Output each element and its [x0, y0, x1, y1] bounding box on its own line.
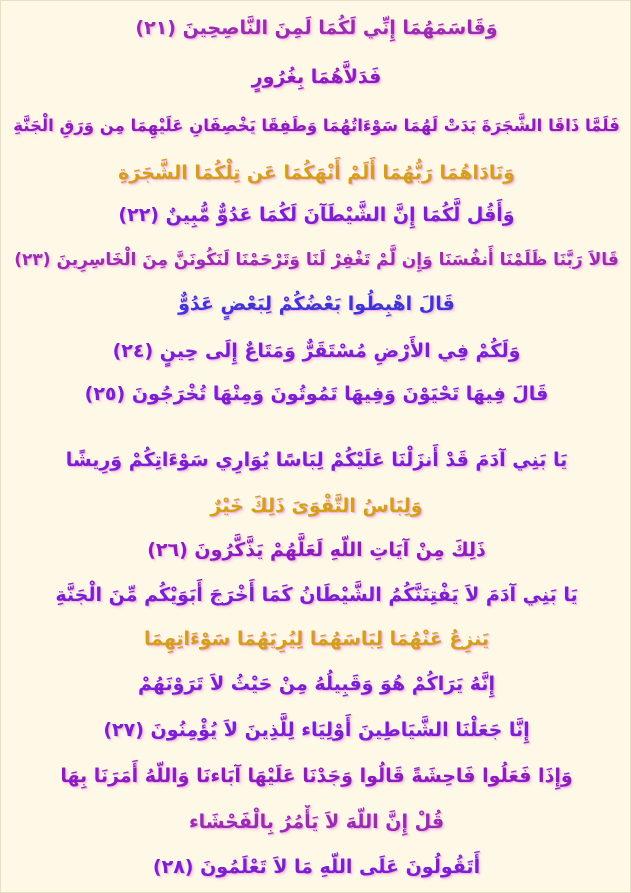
- verse-text: وَنَادَاهُمَا رَبُّهُمَا أَلَمْ أَنْهَكُمَا عَن تِلْكُمَا الشَّجَرَةِ: [118, 162, 515, 184]
- verse-text: قَالاَ رَبَّنَا ظَلَمْنَا أَنفُسَنَا وَإِن لَّمْ تَغْفِرْ لَنَا وَتَرْحَمْنَا لَنَكُونَنَّ مِنَ الْخَاسِرِينَ (٢٣): [14, 250, 619, 270]
- verse-line: [5, 242, 628, 276]
- verse-line: [5, 60, 628, 94]
- verse-text: وَقَاسَمَهُمَا إِنِّي لَكُمَا لَمِنَ النَّاصِحِينَ (٢١): [135, 17, 498, 39]
- verse-line: [5, 805, 628, 839]
- verse-text: ذَلِكَ مِنْ آيَاتِ اللّهِ لَعَلَّهُمْ يَذَّكَّرُونَ (٢٦): [147, 539, 486, 561]
- verse-line: [5, 334, 628, 368]
- verse-line: [5, 108, 628, 142]
- verse-line: [5, 489, 628, 523]
- verse-text: وَأَقُل لَّكُمَا إِنَّ الشَّيْطَآنَ لَكُمَا عَدُوٌّ مُّبِينٌ (٢٢): [118, 204, 515, 226]
- verse-text: إِنَّهُ يَرَاكُمْ هُوَ وَقَبِيلُهُ مِنْ حَيْثُ لاَ تَرَوْنَهُمْ: [138, 673, 495, 695]
- verse-text: وَلَكُمْ فِي الأَرْضِ مُسْتَقَرٌّ وَمَتَاعٌ إِلَى حِينٍ (٢٤): [112, 340, 521, 362]
- verse-text: إِنَّا جَعَلْنَا الشَّيَاطِينَ أَوْلِيَاء لِلَّذِينَ لاَ يُؤْمِنُونَ (٢٧): [103, 719, 530, 741]
- verse-text: يَا بَنِي آدَمَ لاَ يَفْتِنَنَّكُمُ الشَّيْطَانُ كَمَا أَخْرَجَ أَبَوَيْكُم مِّنَ الْجَنَّةِ: [55, 584, 578, 606]
- verse-line: [5, 759, 628, 793]
- verse-line: [5, 287, 628, 321]
- verse-text: يَنزِعُ عَنْهُمَا لِبَاسَهُمَا لِيُرِيَهُمَا سَوْءَاتِهِمَا: [143, 628, 490, 650]
- verse-text: قَالَ اهْبِطُوا بَعْضُكُمْ لِبَعْضٍ عَدُوٌّ: [178, 293, 455, 315]
- verse-text: وَلِبَاسُ التَّقْوَىَ ذَلِكَ خَيْرٌ: [210, 495, 423, 517]
- verse-line: [5, 198, 628, 232]
- verse-text: قَالَ فِيهَا تَحْيَوْنَ وَفِيهَا تَمُوتُونَ وَمِنْهَا تُخْرَجُونَ (٢٥): [84, 383, 549, 405]
- verse-line: [5, 578, 628, 612]
- verse-line: [5, 156, 628, 190]
- verse-text: يَا بَنِي آدَمَ قَدْ أَنزَلْنَا عَلَيْكُمْ لِبَاسًا يُوَارِي سَوْءَاتِكُمْ وَرِيشًا: [65, 449, 568, 471]
- verse-line: [5, 377, 628, 411]
- verse-line: [5, 11, 628, 45]
- verse-line: [5, 667, 628, 701]
- verse-line: [5, 622, 628, 656]
- verse-line: [5, 443, 628, 477]
- verse-text: أَتَقُولُونَ عَلَى اللّهِ مَا لاَ تَعْلَمُونَ (٢٨): [152, 856, 481, 878]
- verse-line: [5, 850, 628, 884]
- verse-line: [5, 533, 628, 567]
- verse-text: فَدَلاَّهُمَا بِغُرُورٍ: [251, 66, 382, 88]
- verse-line: [5, 713, 628, 747]
- verse-text: وَإِذَا فَعَلُوا فَاحِشَةً قَالُوا وَجَدْنَا عَلَيْهَا آبَاءنَا وَاللّهُ أَمَرَنَا بِهَا: [60, 765, 573, 787]
- verse-text: قُلْ إِنَّ اللّهَ لاَ يَأْمُرُ بِالْفَحْشَاء: [188, 811, 445, 833]
- verse-text: فَلَمَّا ذَاقَا الشَّجَرَةَ بَدَتْ لَهُمَا سَوْءَاتُهُمَا وَطَفِقَا يَخْصِفَانِ عَلَيْهِمَا مِن وَرَقِ الْجَنَّةِ: [13, 116, 620, 135]
